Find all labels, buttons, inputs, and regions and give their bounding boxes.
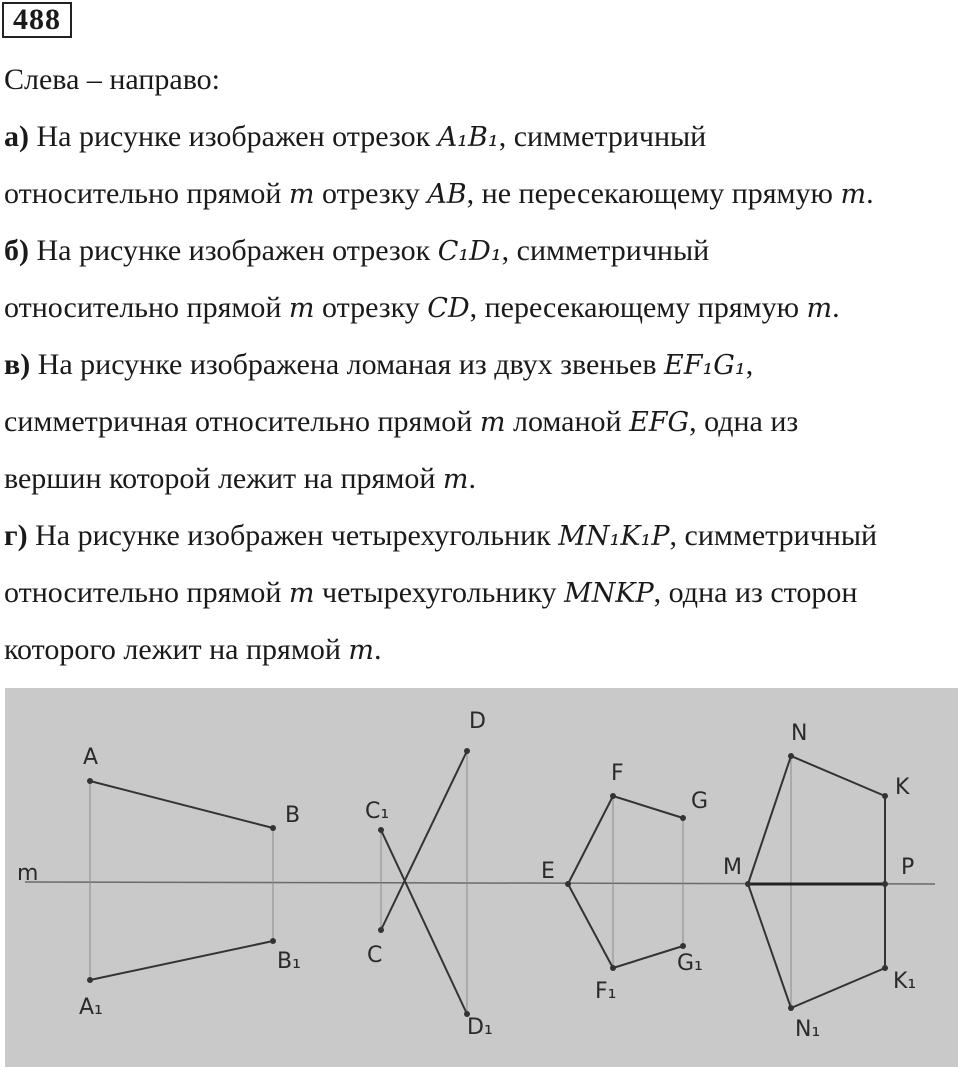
label-g: G — [691, 789, 709, 814]
label-f: F — [611, 761, 624, 786]
polyline-ef1g1 — [568, 884, 683, 968]
item-a-line1 — [4, 117, 706, 158]
quad-mnkp — [748, 756, 885, 884]
label-m: m — [17, 861, 39, 886]
item-d-letter: г) — [4, 519, 28, 552]
label-c1: C₁ — [365, 799, 390, 824]
item-a-letter: а) — [4, 120, 29, 153]
figure-svg — [5, 688, 958, 1067]
polyline-efg — [568, 796, 683, 884]
item-a-math: A₁B₁ — [437, 122, 499, 153]
quad-mn1k1p — [748, 884, 885, 1008]
label-a: A — [83, 745, 99, 770]
item-c-line3: вершин которой лежит на прямой m. — [4, 462, 476, 495]
segment-ab — [90, 781, 273, 828]
label-mpoint: M — [723, 855, 742, 880]
label-c: C — [367, 943, 383, 968]
item-a-tail: , симметричный — [498, 120, 707, 153]
segment-cd — [381, 751, 467, 930]
item-b-letter: б) — [4, 234, 29, 267]
item-a-text: На рисунке изображен отрезок — [36, 120, 438, 153]
segment-a1b1 — [90, 941, 273, 980]
label-b: B — [285, 803, 301, 828]
label-e: E — [541, 859, 555, 884]
item-d-line2: относительно прямой m четырехугольнику MNKP, одна из сторон — [4, 576, 858, 609]
problem-number: 488 — [2, 2, 72, 38]
item-b-line1: б) На рисунке изображен отрезок C₁D₁, симметричный — [4, 234, 710, 267]
label-f1: F₁ — [595, 979, 617, 1004]
item-c-line2: симметричная относительно прямой m ломаной EFG, одна из — [4, 405, 799, 438]
label-n1: N₁ — [795, 1017, 821, 1042]
label-g1: G₁ — [677, 951, 703, 976]
item-b-line2: относительно прямой m отрезку CD, пересекающему прямую m. — [4, 291, 840, 324]
item-a-line2: относительно прямой m отрезку AB, не пересекающему прямую m. — [4, 177, 874, 210]
label-p: P — [901, 855, 915, 880]
symmetry-figure — [5, 688, 958, 1067]
label-k1: K₁ — [893, 969, 917, 994]
label-k: K — [895, 775, 910, 800]
intro-text: Слева – направо: — [4, 63, 221, 96]
label-d1: D₁ — [467, 1015, 493, 1040]
item-d-line1: г) На рисунке изображен четырехугольник MN₁K₁P, симметричный — [4, 519, 878, 552]
label-a1: A₁ — [79, 995, 103, 1020]
item-d-line3: которого лежит на прямой m. — [4, 633, 382, 666]
label-d: D — [469, 709, 486, 734]
segment-c1d1 — [381, 830, 467, 1014]
label-n: N — [791, 721, 808, 746]
item-c-letter: в) — [4, 348, 31, 381]
label-b1: B₁ — [277, 949, 301, 974]
item-c-line1: в) На рисунке изображена ломаная из двух звеньев EF₁G₁, — [4, 348, 754, 381]
